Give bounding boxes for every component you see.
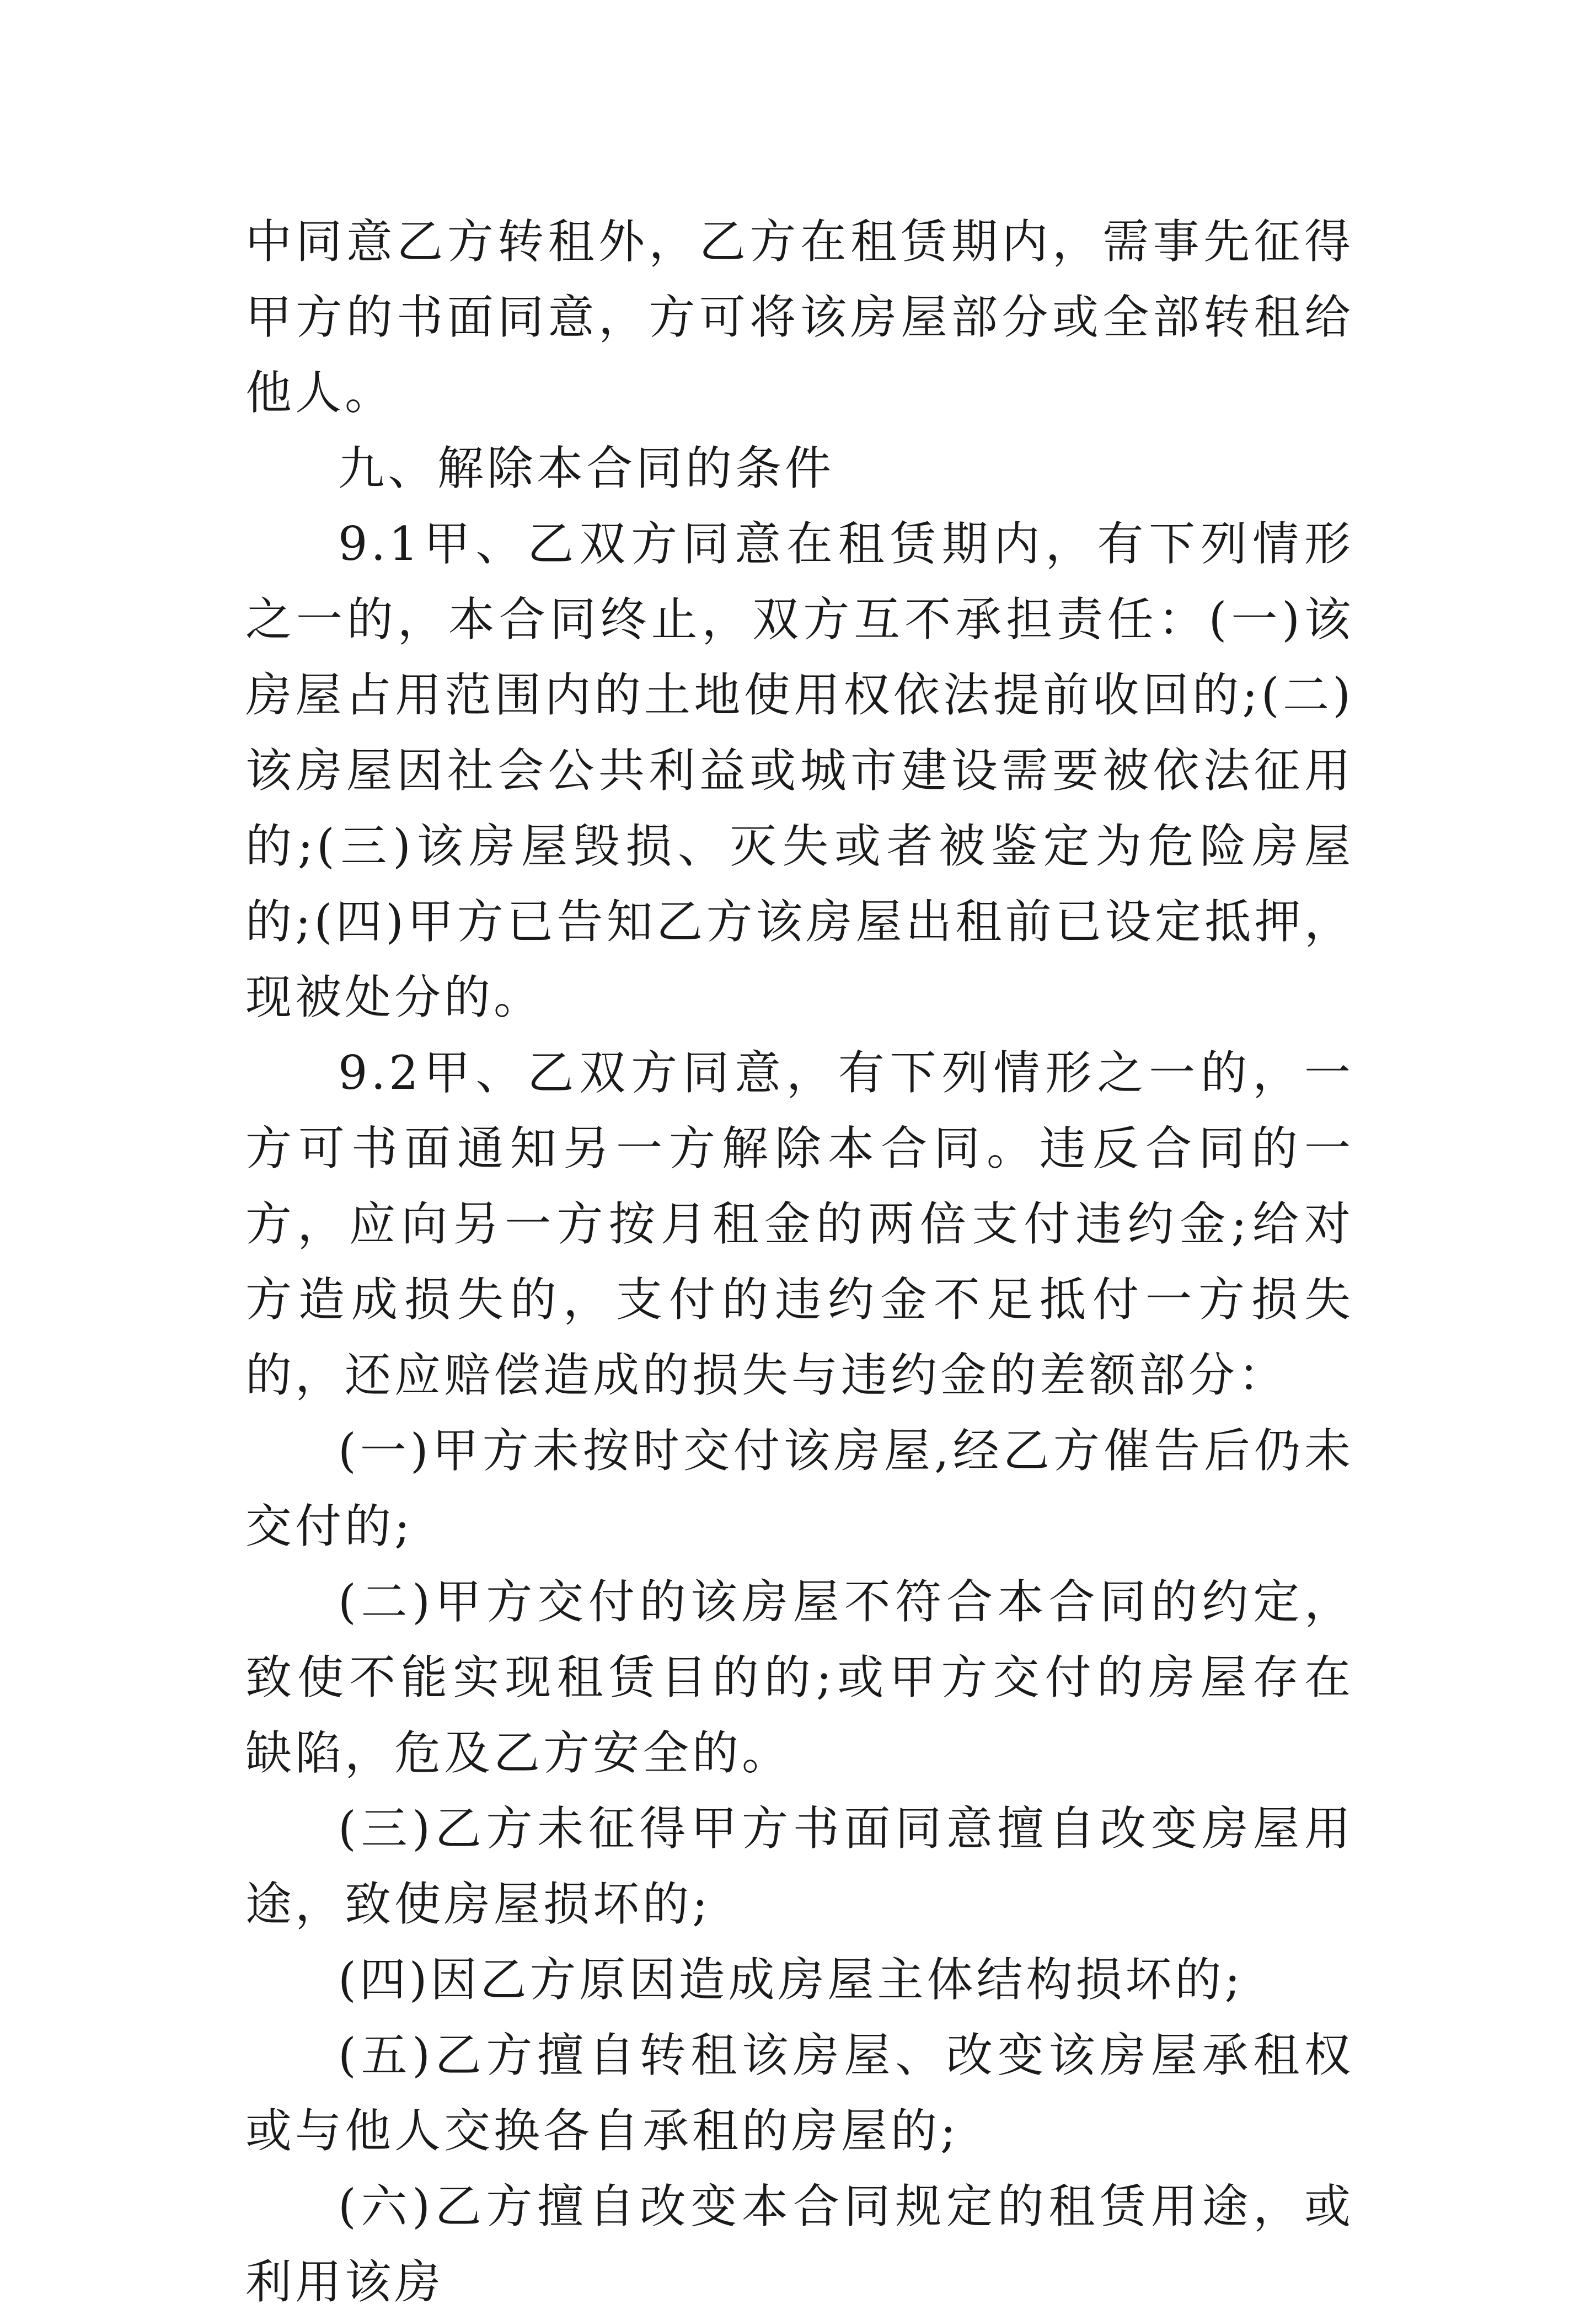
document-body (245, 204, 1354, 2320)
clause-item-5: (五)乙方擅自转租该房屋、改变该房屋承租权或与他人交换各自承租的房屋的; (245, 2028, 1354, 2158)
paragraph-sublease-continuation: 中同意乙方转租外，乙方在租赁期内，需事先征得甲方的书面同意，方可将该房屋部分或全部转租给他人。 (245, 215, 1354, 420)
section-heading-termination-conditions: 九、解除本合同的条件 (338, 441, 835, 495)
clause-item-4: (四)因乙方原因造成房屋主体结构损坏的; (338, 1953, 1244, 2007)
clause-9-2: 9.2甲、乙双方同意，有下列情形之一的，一方可书面通知另一方解除本合同。违反合同的一方，应向另一方按月租金的两倍支付违约金;给对方造成损失的，支付的违约金不足抵付一方损失的，还应赔偿造成的损失与违约金的差额部分： (245, 1046, 1354, 1402)
clause-item-1: (一)甲方未按时交付该房屋,经乙方催告后仍未交付的; (245, 1424, 1354, 1553)
clause-item-6: (六)乙方擅自改变本合同规定的租赁用途，或利用该房 (245, 2179, 1354, 2309)
clause-item-3: (三)乙方未征得甲方书面同意擅自改变房屋用途，致使房屋损坏的; (245, 1802, 1354, 1931)
clause-9-1: 9.1甲、乙双方同意在租赁期内，有下列情形之一的，本合同终止，双方互不承担责任：(一)该房屋占用范围内的土地使用权依法提前收回的;(二)该房屋因社会公共利益或城市建设需要被依法征用的;(三)该房屋毁损、灭失或者被鉴定为危险房屋的;(四)甲方已告知乙方该房屋出租前已设定抵押，现被处分的。 (245, 517, 1354, 1024)
clause-item-2: (二)甲方交付的该房屋不符合本合同的约定，致使不能实现租赁目的的;或甲方交付的房屋存在缺陷，危及乙方安全的。 (245, 1575, 1354, 1780)
